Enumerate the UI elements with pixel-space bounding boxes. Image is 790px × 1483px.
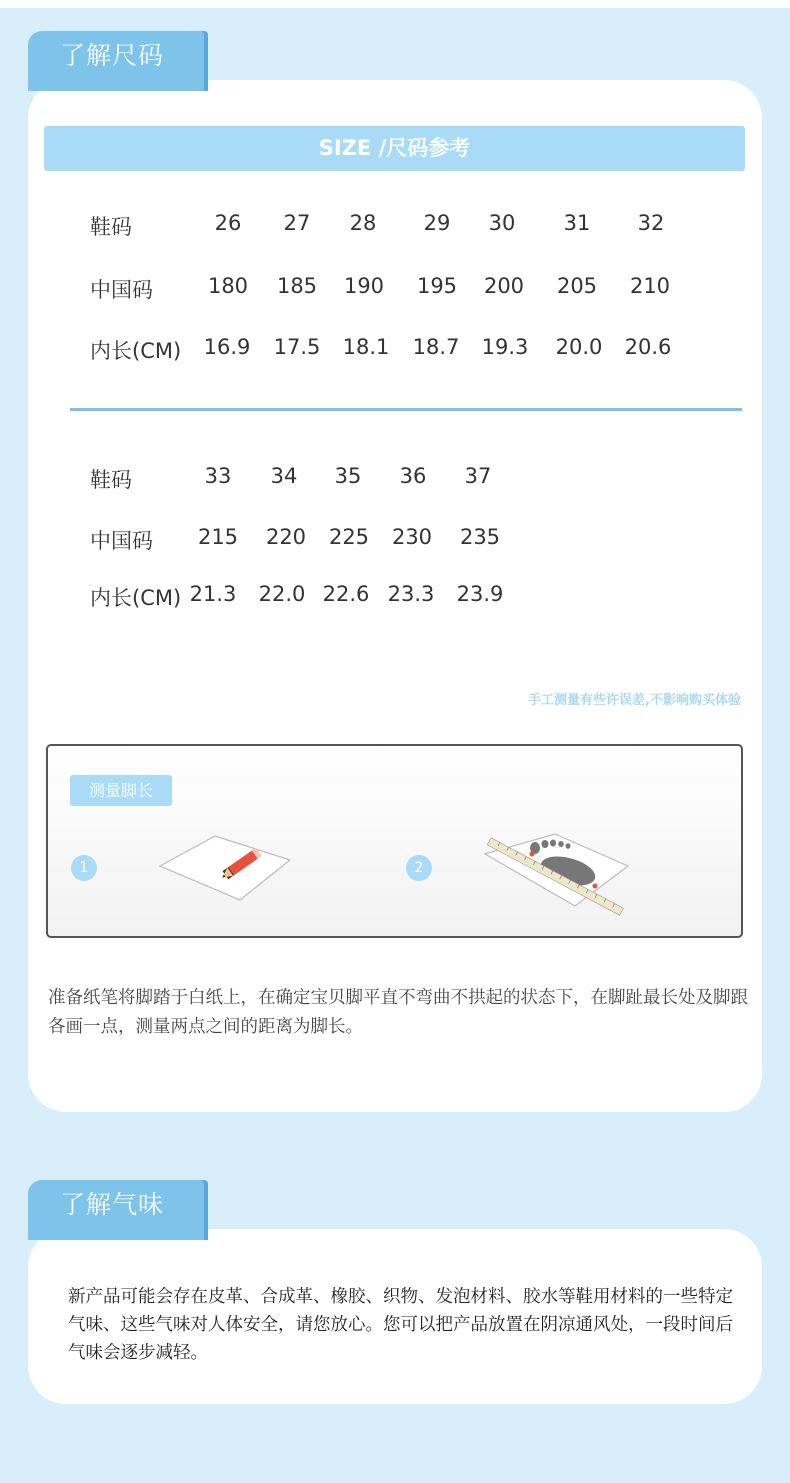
table-cell: 27 — [283, 211, 311, 235]
table-cell: 28 — [349, 211, 377, 235]
table-cell: 235 — [459, 525, 501, 549]
table-cell: 23.3 — [387, 582, 435, 606]
size-reference-banner: SIZE /尺码参考 — [44, 126, 745, 171]
table-cell: 18.1 — [342, 335, 390, 359]
measure-foot-tag: 测量脚长 — [70, 775, 172, 806]
step-2-badge: 2 — [406, 855, 432, 881]
table-cell: 230 — [391, 525, 433, 549]
table-cell: 180 — [207, 274, 249, 298]
top-strip — [0, 0, 790, 8]
table-cell: 21.3 — [189, 582, 237, 606]
table-cell: 32 — [637, 211, 665, 235]
table-cell: 20.6 — [624, 335, 672, 359]
measurement-error-note: 手工测量有些许误差,不影响购买体验 — [528, 693, 741, 708]
row-label-shoe-size: 鞋码 — [90, 215, 132, 239]
table-divider — [70, 408, 742, 411]
measure-foot-box — [46, 744, 743, 938]
smell-section-title: 了解气味 — [28, 1180, 204, 1240]
table-cell: 30 — [488, 211, 516, 235]
table-cell: 37 — [464, 464, 492, 488]
table-cell: 19.3 — [481, 335, 529, 359]
table-cell: 16.9 — [203, 335, 251, 359]
table-cell: 26 — [214, 211, 242, 235]
table-cell: 17.5 — [273, 335, 321, 359]
foot-ruler-illustration — [480, 826, 630, 921]
table-cell: 195 — [416, 274, 458, 298]
table-cell: 31 — [563, 211, 591, 235]
table-cell: 190 — [343, 274, 385, 298]
row-label-china-size: 中国码 — [90, 529, 153, 553]
row-label-inner-length: 内长(CM) — [90, 586, 182, 610]
paper-pencil-illustration — [155, 828, 295, 908]
table-cell: 215 — [197, 525, 239, 549]
table-cell: 185 — [276, 274, 318, 298]
measure-instruction-text: 准备纸笔将脚踏于白纸上，在确定宝贝脚平直不弯曲不拱起的状态下，在脚趾最长处及脚跟各画一点，测量两点之间的距离为脚长。 — [48, 988, 748, 1037]
row-label-china-size: 中国码 — [90, 278, 153, 302]
table-cell: 205 — [556, 274, 598, 298]
table-cell: 18.7 — [412, 335, 460, 359]
size-section-title: 了解尺码 — [28, 31, 204, 91]
table-cell: 20.0 — [555, 335, 603, 359]
table-cell: 225 — [328, 525, 370, 549]
table-cell: 22.0 — [258, 582, 306, 606]
table-cell: 29 — [423, 211, 451, 235]
table-cell: 210 — [629, 274, 671, 298]
table-cell: 34 — [270, 464, 298, 488]
table-cell: 36 — [399, 464, 427, 488]
smell-description-text: 新产品可能会存在皮革、合成革、橡胶、织物、发泡材料、胶水等鞋用材料的一些特定气味、这些气味对人体安全，请您放心。您可以把产品放置在阴凉通风处，一段时间后气味会逐步减轻。 — [68, 1287, 733, 1363]
row-label-shoe-size: 鞋码 — [90, 468, 132, 492]
table-cell: 22.6 — [322, 582, 370, 606]
step-1-badge: 1 — [71, 855, 97, 881]
table-cell: 35 — [334, 464, 362, 488]
table-cell: 33 — [204, 464, 232, 488]
row-label-inner-length: 内长(CM) — [90, 339, 182, 363]
table-cell: 200 — [483, 274, 525, 298]
table-cell: 220 — [265, 525, 307, 549]
table-cell: 23.9 — [456, 582, 504, 606]
